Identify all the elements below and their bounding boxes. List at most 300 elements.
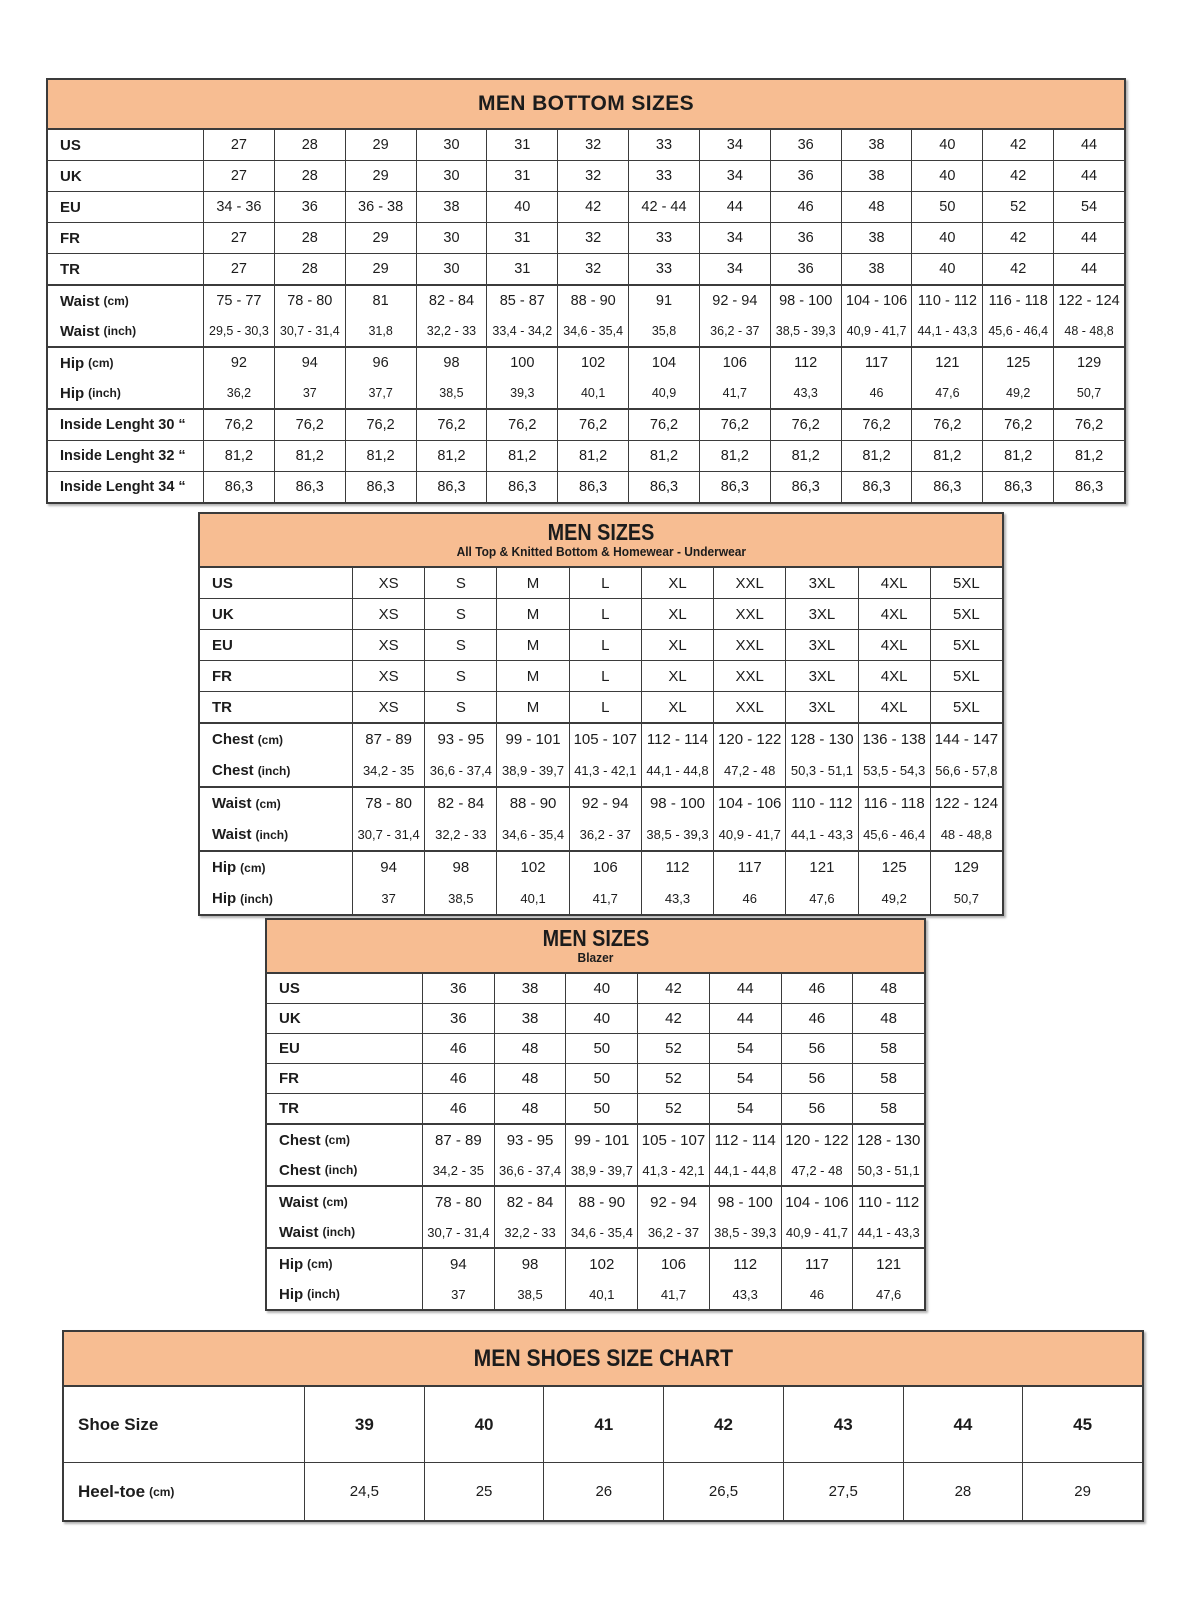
- size-cell: 32: [557, 223, 628, 253]
- table-row: [200, 660, 1002, 691]
- size-cell: 43: [783, 1387, 903, 1462]
- size-cell: 28: [903, 1463, 1023, 1520]
- size-cell: 41,7: [637, 1279, 709, 1309]
- size-cell: 32,2 - 33: [494, 1217, 566, 1247]
- size-cell: 78 - 80: [352, 788, 424, 819]
- size-cell: 87 - 89: [422, 1125, 494, 1155]
- size-cell: 117: [713, 852, 785, 883]
- size-cell: 122 - 124: [930, 788, 1002, 819]
- table-row: [267, 1063, 924, 1093]
- size-cell: 42: [982, 254, 1053, 284]
- size-cell: 47,2 - 48: [713, 755, 785, 786]
- size-cell: 117: [781, 1249, 853, 1279]
- size-cell: 3XL: [785, 568, 857, 598]
- row-label: Waist (cm): [279, 1193, 348, 1211]
- size-cell: 81,2: [911, 441, 982, 471]
- size-cell: 50: [565, 1094, 637, 1123]
- size-cell: 28: [274, 161, 345, 191]
- size-cell: 27,5: [783, 1463, 903, 1520]
- size-cell: 100: [486, 348, 557, 378]
- size-cell: 37: [274, 378, 345, 408]
- size-cell: 50,3 - 51,1: [852, 1155, 924, 1185]
- size-cell: 92 - 94: [569, 788, 641, 819]
- size-cell: 29: [345, 254, 416, 284]
- size-cell: 128 - 130: [785, 724, 857, 755]
- size-cell: 76,2: [557, 410, 628, 440]
- table-row: [200, 629, 1002, 660]
- size-cell: 129: [930, 852, 1002, 883]
- size-cell: 105 - 107: [569, 724, 641, 755]
- size-cell: 49,2: [982, 378, 1053, 408]
- size-cell: 88 - 90: [496, 788, 568, 819]
- size-cell: 37,7: [345, 378, 416, 408]
- size-cell: 41,3 - 42,1: [569, 755, 641, 786]
- size-cell: 86,3: [628, 472, 699, 502]
- row-label: EU: [279, 1040, 300, 1057]
- size-cell: 40,9 - 41,7: [713, 819, 785, 850]
- size-cell: 88 - 90: [565, 1187, 637, 1217]
- size-cell: L: [569, 630, 641, 660]
- size-cell: 24,5: [304, 1463, 424, 1520]
- size-cell: 76,2: [274, 410, 345, 440]
- size-cell: 5XL: [930, 568, 1002, 598]
- row-label: TR: [60, 260, 80, 278]
- size-cell: 27: [203, 254, 274, 284]
- size-cell: 76,2: [911, 410, 982, 440]
- table-row: [48, 191, 1124, 222]
- size-cell: 46: [781, 974, 853, 1003]
- size-cell: 144 - 147: [930, 724, 1002, 755]
- table-row: [200, 786, 1002, 819]
- size-cell: 86,3: [841, 472, 912, 502]
- table-subtitle: Blazer: [577, 950, 614, 966]
- size-cell: 86,3: [982, 472, 1053, 502]
- size-cell: 29,5 - 30,3: [203, 316, 274, 346]
- table-row: [64, 1387, 1142, 1462]
- row-label: Waist (inch): [60, 322, 137, 340]
- size-cell: 4XL: [858, 692, 930, 722]
- size-cell: S: [424, 692, 496, 722]
- size-cell: 29: [345, 223, 416, 253]
- size-cell: 5XL: [930, 630, 1002, 660]
- size-cell: L: [569, 661, 641, 691]
- size-cell: 110 - 112: [785, 788, 857, 819]
- size-cell: 27: [203, 161, 274, 191]
- size-cell: 32: [557, 161, 628, 191]
- size-cell: 52: [982, 192, 1053, 222]
- row-label: Inside Lenght 30 “: [60, 417, 186, 433]
- size-cell: 3XL: [785, 692, 857, 722]
- size-cell: 102: [557, 348, 628, 378]
- size-cell: 81: [345, 286, 416, 316]
- row-label: Waist (inch): [279, 1223, 356, 1241]
- table-row: [267, 1217, 924, 1247]
- size-cell: 42: [637, 974, 709, 1003]
- size-cell: 92 - 94: [699, 286, 770, 316]
- size-cell: 37: [422, 1279, 494, 1309]
- size-cell: M: [496, 692, 568, 722]
- size-cell: 36: [422, 1004, 494, 1033]
- size-cell: 44: [1053, 223, 1124, 253]
- row-label: EU: [60, 198, 81, 216]
- size-cell: 36,2: [203, 378, 274, 408]
- size-cell: S: [424, 599, 496, 629]
- size-cell: 52: [637, 1094, 709, 1123]
- size-cell: 56: [781, 1064, 853, 1093]
- size-cell: 76,2: [345, 410, 416, 440]
- size-cell: 56,6 - 57,8: [930, 755, 1002, 786]
- table-row: [200, 819, 1002, 850]
- size-cell: 48: [494, 1034, 566, 1063]
- size-cell: 92: [203, 348, 274, 378]
- size-cell: 40: [486, 192, 557, 222]
- table-header: [200, 514, 1002, 568]
- size-cell: 81,2: [1053, 441, 1124, 471]
- size-cell: 40,1: [565, 1279, 637, 1309]
- size-cell: 76,2: [841, 410, 912, 440]
- size-cell: 30: [416, 130, 487, 160]
- size-cell: 117: [841, 348, 912, 378]
- size-cell: 76,2: [1053, 410, 1124, 440]
- size-cell: 75 - 77: [203, 286, 274, 316]
- table-title: MEN SHOES SIZE CHART: [473, 1344, 733, 1372]
- table-row: [267, 1247, 924, 1279]
- size-cell: 86,3: [486, 472, 557, 502]
- size-cell: 38: [416, 192, 487, 222]
- row-label: TR: [212, 698, 232, 716]
- size-cell: 81,2: [699, 441, 770, 471]
- size-cell: 45: [1022, 1387, 1142, 1462]
- size-cell: 38,5: [424, 883, 496, 914]
- size-cell: 27: [203, 130, 274, 160]
- table-row: [267, 1093, 924, 1123]
- size-cell: 44: [1053, 254, 1124, 284]
- size-cell: 27: [203, 223, 274, 253]
- size-cell: 50: [565, 1064, 637, 1093]
- size-cell: 36: [422, 974, 494, 1003]
- size-cell: 54: [709, 1064, 781, 1093]
- size-cell: 121: [911, 348, 982, 378]
- row-label: Hip (inch): [212, 890, 273, 907]
- size-cell: 42: [982, 223, 1053, 253]
- size-cell: 47,6: [785, 883, 857, 914]
- size-cell: 128 - 130: [852, 1125, 924, 1155]
- size-cell: 112: [770, 348, 841, 378]
- size-cell: 56: [781, 1034, 853, 1063]
- row-label: FR: [279, 1070, 299, 1087]
- size-cell: 86,3: [345, 472, 416, 502]
- size-cell: 42 - 44: [628, 192, 699, 222]
- size-cell: 38: [494, 974, 566, 1003]
- size-cell: L: [569, 599, 641, 629]
- size-cell: 38,9 - 39,7: [496, 755, 568, 786]
- table-row: [48, 284, 1124, 316]
- size-cell: 120 - 122: [781, 1125, 853, 1155]
- table-row: [200, 722, 1002, 755]
- size-cell: 26: [543, 1463, 663, 1520]
- size-cell: 34: [699, 130, 770, 160]
- size-cell: 56: [781, 1094, 853, 1123]
- size-cell: 38,9 - 39,7: [565, 1155, 637, 1185]
- size-cell: 38,5: [416, 378, 487, 408]
- row-label: UK: [212, 605, 234, 623]
- size-cell: 28: [274, 130, 345, 160]
- size-cell: 120 - 122: [713, 724, 785, 755]
- row-label: Shoe Size: [78, 1414, 159, 1434]
- row-label: UK: [279, 1010, 301, 1027]
- size-cell: 37: [352, 883, 424, 914]
- table-title: MEN SIZES: [542, 925, 649, 952]
- size-cell: XXL: [713, 568, 785, 598]
- row-label: Hip (inch): [60, 384, 121, 402]
- size-cell: 88 - 90: [557, 286, 628, 316]
- size-cell: 76,2: [770, 410, 841, 440]
- size-cell: 50,7: [1053, 378, 1124, 408]
- size-cell: L: [569, 692, 641, 722]
- size-cell: 32,2 - 33: [424, 819, 496, 850]
- size-cell: 42: [637, 1004, 709, 1033]
- size-cell: 81,2: [203, 441, 274, 471]
- size-cell: 40: [911, 130, 982, 160]
- table-header: [48, 80, 1124, 130]
- size-cell: 44: [699, 192, 770, 222]
- size-cell: 86,3: [203, 472, 274, 502]
- table-row: [200, 568, 1002, 598]
- size-cell: 48: [852, 1004, 924, 1033]
- size-cell: 52: [637, 1064, 709, 1093]
- row-label: Hip (inch): [279, 1285, 340, 1303]
- size-cell: 46: [422, 1034, 494, 1063]
- size-cell: 25: [424, 1463, 544, 1520]
- size-cell: 94: [352, 852, 424, 883]
- size-cell: XS: [352, 568, 424, 598]
- size-cell: 98: [424, 852, 496, 883]
- size-cell: 39: [304, 1387, 424, 1462]
- row-label: Chest (inch): [212, 762, 291, 779]
- size-cell: 76,2: [486, 410, 557, 440]
- size-cell: 34,6 - 35,4: [557, 316, 628, 346]
- size-cell: 98 - 100: [709, 1187, 781, 1217]
- size-cell: 4XL: [858, 630, 930, 660]
- size-cell: XXL: [713, 692, 785, 722]
- size-cell: 38: [841, 254, 912, 284]
- size-cell: 125: [858, 852, 930, 883]
- row-label: Inside Lenght 32 “: [60, 448, 186, 464]
- men-shoes-size-chart-table: [62, 1330, 1144, 1522]
- table-header: [64, 1332, 1142, 1387]
- size-cell: 48: [852, 974, 924, 1003]
- size-cell: 28: [274, 223, 345, 253]
- size-cell: 34: [699, 161, 770, 191]
- size-cell: 36,2 - 37: [637, 1217, 709, 1247]
- size-cell: 44: [709, 974, 781, 1003]
- size-cell: 46: [770, 192, 841, 222]
- row-label: FR: [60, 229, 80, 247]
- size-cell: 36,2 - 37: [569, 819, 641, 850]
- size-cell: 86,3: [274, 472, 345, 502]
- size-cell: M: [496, 630, 568, 660]
- size-cell: 40: [565, 974, 637, 1003]
- size-cell: 28: [274, 254, 345, 284]
- size-cell: 41,7: [699, 378, 770, 408]
- size-cell: 98 - 100: [770, 286, 841, 316]
- size-cell: 93 - 95: [494, 1125, 566, 1155]
- size-cell: 86,3: [911, 472, 982, 502]
- size-cell: XXL: [713, 599, 785, 629]
- table-row: [64, 1462, 1142, 1520]
- table-header: [267, 920, 924, 974]
- row-label: US: [212, 574, 233, 592]
- size-cell: XL: [641, 661, 713, 691]
- size-cell: 34,6 - 35,4: [565, 1217, 637, 1247]
- size-cell: 81,2: [486, 441, 557, 471]
- size-cell: 44,1 - 44,8: [641, 755, 713, 786]
- size-cell: 81,2: [557, 441, 628, 471]
- table-row: [48, 160, 1124, 191]
- row-label: Chest (cm): [212, 731, 284, 748]
- size-cell: 43,3: [641, 883, 713, 914]
- size-cell: 94: [274, 348, 345, 378]
- size-cell: 48: [841, 192, 912, 222]
- size-cell: 30: [416, 254, 487, 284]
- size-cell: 41,3 - 42,1: [637, 1155, 709, 1185]
- table-row: [267, 1155, 924, 1185]
- size-cell: 35,8: [628, 316, 699, 346]
- table-row: [48, 316, 1124, 346]
- size-cell: 39,3: [486, 378, 557, 408]
- size-cell: 81,2: [841, 441, 912, 471]
- size-cell: 102: [565, 1249, 637, 1279]
- size-cell: 52: [637, 1034, 709, 1063]
- size-cell: 112: [641, 852, 713, 883]
- size-cell: 76,2: [203, 410, 274, 440]
- size-cell: 38,5 - 39,3: [709, 1217, 781, 1247]
- size-cell: 31,8: [345, 316, 416, 346]
- size-cell: 31: [486, 254, 557, 284]
- size-cell: XL: [641, 599, 713, 629]
- size-cell: 48: [494, 1064, 566, 1093]
- size-cell: 36,6 - 37,4: [494, 1155, 566, 1185]
- size-cell: 29: [345, 161, 416, 191]
- size-cell: 30: [416, 161, 487, 191]
- size-cell: 48: [494, 1094, 566, 1123]
- size-cell: 46: [422, 1094, 494, 1123]
- size-cell: 42: [663, 1387, 783, 1462]
- size-cell: 3XL: [785, 661, 857, 691]
- size-cell: 86,3: [699, 472, 770, 502]
- size-cell: 31: [486, 161, 557, 191]
- size-cell: 116 - 118: [858, 788, 930, 819]
- row-label: Heel-toe (cm): [78, 1481, 175, 1501]
- size-cell: 40: [424, 1387, 544, 1462]
- size-cell: 104 - 106: [841, 286, 912, 316]
- table-row: [267, 1279, 924, 1309]
- size-cell: 92 - 94: [637, 1187, 709, 1217]
- table-row: [48, 346, 1124, 378]
- size-cell: 76,2: [982, 410, 1053, 440]
- size-cell: 99 - 101: [496, 724, 568, 755]
- table-row: [48, 378, 1124, 408]
- size-cell: 47,2 - 48: [781, 1155, 853, 1185]
- size-cell: 48 - 48,8: [1053, 316, 1124, 346]
- size-cell: XS: [352, 630, 424, 660]
- size-cell: 82 - 84: [424, 788, 496, 819]
- size-cell: 110 - 112: [852, 1187, 924, 1217]
- size-cell: 33: [628, 161, 699, 191]
- size-cell: 112 - 114: [709, 1125, 781, 1155]
- size-cell: 58: [852, 1064, 924, 1093]
- table-row: [267, 1033, 924, 1063]
- size-cell: 45,6 - 46,4: [982, 316, 1053, 346]
- size-cell: 44: [709, 1004, 781, 1033]
- size-cell: 121: [852, 1249, 924, 1279]
- table-row: [267, 974, 924, 1003]
- size-cell: 46: [781, 1004, 853, 1033]
- size-cell: 58: [852, 1034, 924, 1063]
- size-cell: 38,5 - 39,3: [641, 819, 713, 850]
- size-cell: 78 - 80: [422, 1187, 494, 1217]
- size-cell: 30: [416, 223, 487, 253]
- size-cell: 49,2: [858, 883, 930, 914]
- size-cell: XS: [352, 661, 424, 691]
- size-cell: 3XL: [785, 599, 857, 629]
- size-cell: 30,7 - 31,4: [274, 316, 345, 346]
- table-row: [200, 883, 1002, 914]
- size-cell: 32,2 - 33: [416, 316, 487, 346]
- size-cell: 98: [494, 1249, 566, 1279]
- size-cell: 36: [770, 130, 841, 160]
- size-cell: 30,7 - 31,4: [422, 1217, 494, 1247]
- size-cell: XL: [641, 630, 713, 660]
- row-label: TR: [279, 1100, 299, 1117]
- size-cell: 38: [841, 223, 912, 253]
- table-row: [200, 850, 1002, 883]
- size-cell: 106: [637, 1249, 709, 1279]
- size-cell: 47,6: [911, 378, 982, 408]
- row-label: UK: [60, 167, 82, 185]
- size-cell: 40: [911, 223, 982, 253]
- table-row: [48, 222, 1124, 253]
- row-label: Chest (inch): [279, 1161, 358, 1179]
- size-cell: 38,5: [494, 1279, 566, 1309]
- size-cell: 29: [345, 130, 416, 160]
- size-cell: 50,7: [930, 883, 1002, 914]
- size-cell: 50: [565, 1034, 637, 1063]
- row-label: Hip (cm): [60, 354, 114, 372]
- size-cell: 33: [628, 130, 699, 160]
- row-label: Waist (inch): [212, 826, 289, 843]
- size-cell: 48 - 48,8: [930, 819, 1002, 850]
- size-cell: M: [496, 661, 568, 691]
- size-cell: XL: [641, 568, 713, 598]
- size-cell: 40: [911, 161, 982, 191]
- size-cell: 87 - 89: [352, 724, 424, 755]
- size-cell: 86,3: [416, 472, 487, 502]
- size-cell: 36: [770, 161, 841, 191]
- size-cell: M: [496, 599, 568, 629]
- size-cell: XS: [352, 692, 424, 722]
- size-cell: 40,9 - 41,7: [841, 316, 912, 346]
- size-cell: 136 - 138: [858, 724, 930, 755]
- size-cell: 4XL: [858, 599, 930, 629]
- row-label: Hip (cm): [212, 859, 266, 876]
- size-cell: 46: [422, 1064, 494, 1093]
- size-cell: 112 - 114: [641, 724, 713, 755]
- size-cell: XXL: [713, 661, 785, 691]
- size-cell: 81,2: [982, 441, 1053, 471]
- size-cell: 98 - 100: [641, 788, 713, 819]
- size-cell: 33: [628, 254, 699, 284]
